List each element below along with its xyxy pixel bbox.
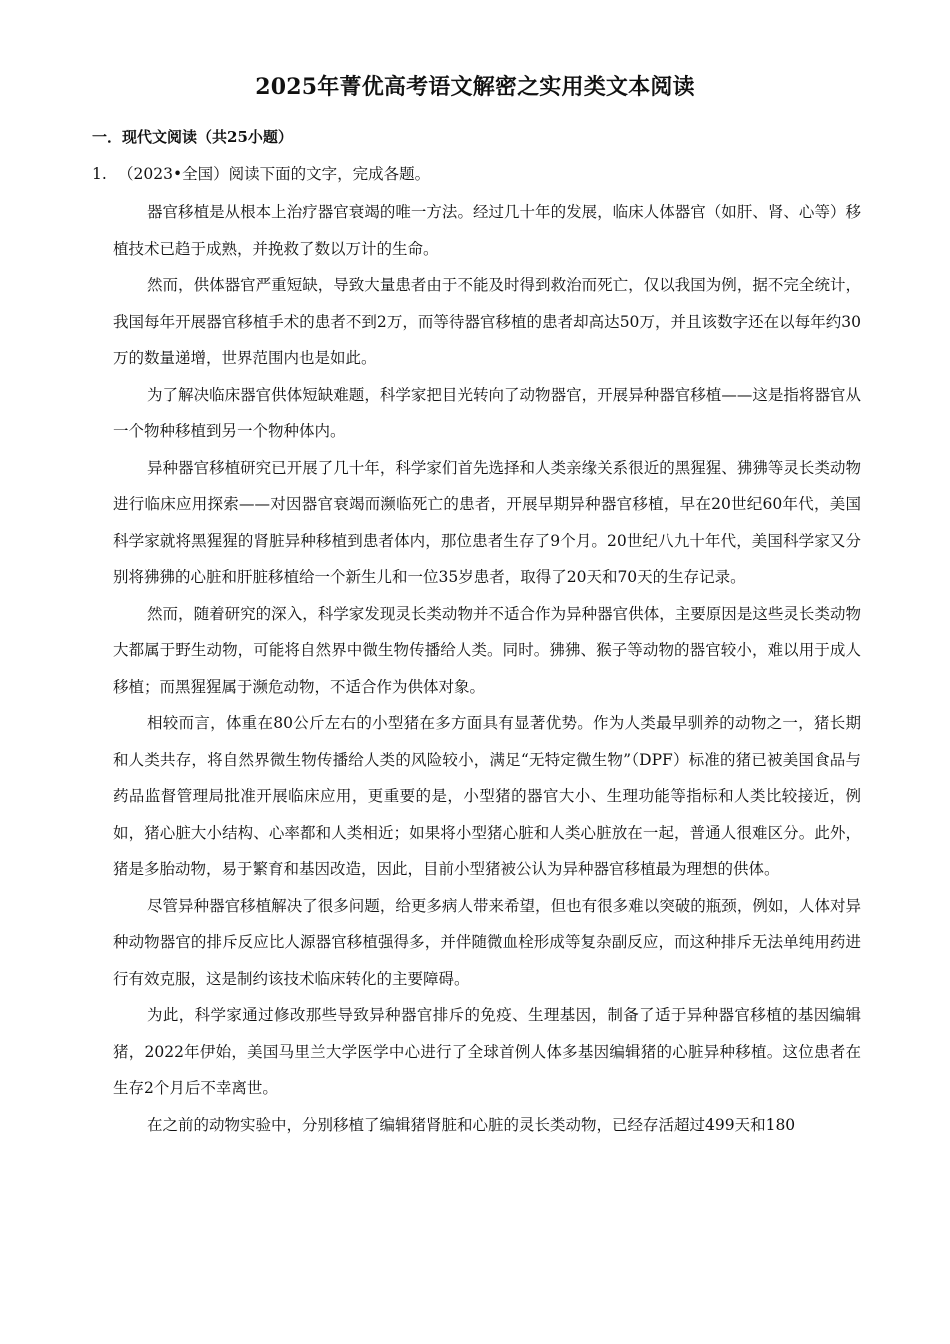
question-prompt <box>92 162 430 184</box>
passage-paragraph: 尽管异种器官移植解决了很多问题，给更多病人带来希望，但也有很多难以突破的瓶颈，例如，人体对异种动物器官的排斥反应比人源器官移植强得多，并伴随微血栓形成等复杂副反应，而这种排斥无法单纯用药进行有效克服，这是制约该技术临床转化的主要障碍。 <box>113 896 861 988</box>
passage-paragraph: 为了解决临床器官供体短缺难题，科学家把目光转向了动物器官，开展异种器官移植——这是指将器官从一个物种移植到另一个物种体内。 <box>113 385 861 440</box>
passage-paragraph: 相较而言，体重在80公斤左右的小型猪在多方面具有显著优势。作为人类最早驯养的动物之一，猪长期和人类共存，将自然界微生物传播给人类的风险较小，满足“无特定微生物”（DPF）标准的猪已被美国食品与药品监督管理局批准开展临床应用，更重要的是，小型猪的器官大小、生理功能等指标和人类比较接近，例如，猪心脏大小结构、心率都和人类相近；如果将小型猪心脏和人类心脏放在一起，普通人很难区分。此外，猪是多胎动物，易于繁育和基因改造，因此，目前小型猪被公认为异种器官移植最为理想的供体。 <box>113 714 861 878</box>
section-heading: 一．现代文阅读（共25小题） <box>92 128 293 146</box>
document-title: 2025年菁优高考语文解密之实用类文本阅读 <box>255 74 695 100</box>
passage-paragraph: 然而，随着研究的深入，科学家发现灵长类动物并不适合作为异种器官供体，主要原因是这些灵长类动物大都属于野生动物，可能将自然界中微生物传播给人类。同时。狒狒、猴子等动物的器官较小，难以用于成人移植；而黑猩猩属于濒危动物，不适合作为供体对象。 <box>113 604 861 696</box>
passage-paragraph: 在之前的动物实验中，分别移植了编辑猪肾脏和心脏的灵长类动物，已经存活超过499天和180 <box>147 1115 796 1134</box>
passage-paragraph: 为此，科学家通过修改那些导致异种器官排斥的免疫、生理基因，制备了适于异种器官移植的基因编辑猪，2022年伊始，美国马里兰大学医学中心进行了全球首例人体多基因编辑猪的心脏异种移植。这位患者在生存2个月后不幸离世。 <box>113 1006 861 1097</box>
passage-paragraph: 器官移植是从根本上治疗器官衰竭的唯一方法。经过几十年的发展，临床人体器官（如肝、肾、心等）移植技术已趋于成熟，并挽救了数以万计的生命。 <box>113 203 861 258</box>
passage-paragraph: 异种器官移植研究已开展了几十年，科学家们首先选择和人类亲缘关系很近的黑猩猩、狒狒等灵长类动物进行临床应用探索——对因器官衰竭而濒临死亡的患者，开展早期异种器官移植，早在20世纪60年代，美国科学家就将黑猩猩的肾脏异种移植到患者体内，那位患者生存了9个月。20世纪八九十年代，美国科学家又分别将狒狒的心脏和肝脏移植给一个新生儿和一位35岁患者，取得了20天和70天的生存记录。 <box>113 458 861 586</box>
passage-body <box>113 194 861 1143</box>
passage-paragraph: 然而，供体器官严重短缺，导致大量患者由于不能及时得到救治而死亡，仅以我国为例，据不完全统计，我国每年开展器官移植手术的患者不到2万，而等待器官移植的患者却高达50万，并且该数字还在以每年约30万的数量递增，世界范围内也是如此。 <box>113 276 861 367</box>
question-text: （2023•全国）阅读下面的文字，完成各题。 <box>118 165 431 183</box>
question-number: 1. <box>92 165 107 183</box>
